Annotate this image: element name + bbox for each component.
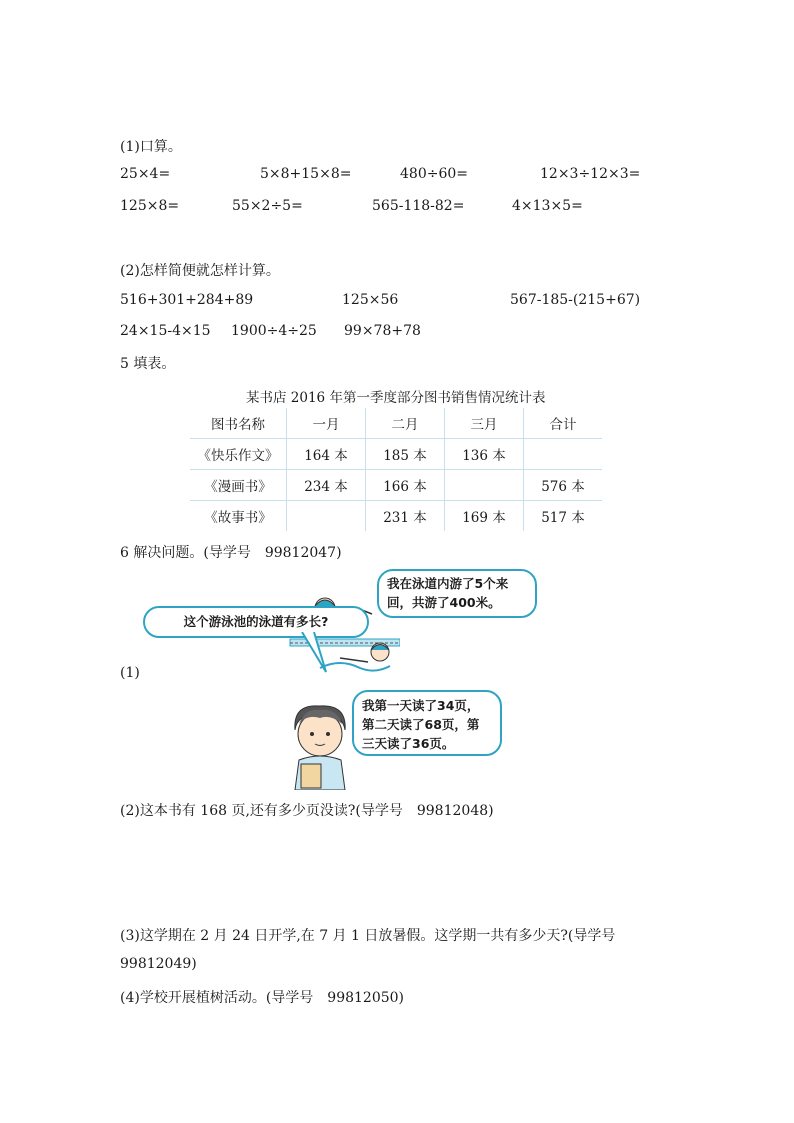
table-cell: 231 本 <box>366 501 445 532</box>
q1-expr: 55×2÷5= <box>232 198 303 214</box>
table-title: 某书店 2016 年第一季度部分图书销售情况统计表 <box>246 390 546 406</box>
q1-expr: 25×4= <box>120 166 171 182</box>
table-cell: 517 本 <box>541 510 585 526</box>
table-cell: 185 本 <box>366 439 445 470</box>
reading-boy-illustration <box>285 700 355 790</box>
q2-expr: 1900÷4÷25 <box>231 323 317 339</box>
column-header: 图书名称 <box>190 408 287 439</box>
q1-heading: (1)口算。 <box>120 139 182 155</box>
q1-expr: 480÷60= <box>400 166 468 182</box>
table-cell: 《故事书》 <box>190 501 287 532</box>
table-row <box>190 501 602 532</box>
section5-heading: 5 填表。 <box>120 356 176 372</box>
reading-bubble <box>352 690 502 756</box>
column-header: 合计 <box>524 408 603 439</box>
reading-line: 我第一天读了34页， <box>362 698 480 713</box>
section6-heading: 6 解决问题。(导学号 99812047) <box>120 545 342 561</box>
q1-expr: 565-118-82= <box>372 198 465 214</box>
problem-4: (4)学校开展植树活动。(导学号 99812050) <box>120 990 405 1006</box>
swim-answer-line: 回，共游了400米。 <box>387 595 501 610</box>
q2-expr: 125×56 <box>342 292 399 308</box>
problem-3-line-2: 99812049) <box>120 956 197 972</box>
column-header: 一月 <box>287 408 366 439</box>
problem-3-line-1: (3)这学期在 2 月 24 日开学,在 7 月 1 日放暑假。这学期一共有多少天?(导学号 <box>120 928 616 944</box>
q1-expr: 125×8= <box>120 198 180 214</box>
reading-line: 第二天读了68页，第 <box>362 717 480 732</box>
table-header-row <box>190 408 602 439</box>
q2-expr: 24×15-4×15 <box>120 323 211 339</box>
table-row <box>190 470 602 501</box>
problem-1-label: (1) <box>120 665 140 681</box>
q2-heading: (2)怎样简便就怎样计算。 <box>120 263 280 279</box>
table-cell-blank[interactable] <box>524 439 603 470</box>
swim-question-bubble <box>143 606 369 638</box>
table-cell: 169 本 <box>445 501 524 532</box>
table-cell: 136 本 <box>445 439 524 470</box>
table-cell: 《漫画书》 <box>190 470 287 501</box>
bubble-tail <box>300 632 330 674</box>
q1-expr: 12×3÷12×3= <box>540 166 641 182</box>
swim-answer-bubble <box>377 569 537 618</box>
table-cell: 576 本 <box>524 470 603 501</box>
q1-expr: 5×8+15×8= <box>260 166 352 182</box>
table-cell: 《快乐作文》 <box>190 439 287 470</box>
reading-line: 三天读了36页。 <box>362 736 455 751</box>
q2-expr: 567-185-(215+67) <box>510 292 641 308</box>
table-row <box>190 439 602 470</box>
swim-question-text: 这个游泳池的泳道有多长? <box>183 614 329 629</box>
sales-table <box>190 408 602 531</box>
column-header: 二月 <box>366 408 445 439</box>
table-cell: 234 本 <box>287 470 366 501</box>
q2-expr: 99×78+78 <box>344 323 421 339</box>
q2-expr: 516+301+284+89 <box>120 292 254 308</box>
table-cell: 164 本 <box>287 439 366 470</box>
table-cell: 166 本 <box>366 470 445 501</box>
swim-answer-line: 我在泳道内游了5个来 <box>387 576 509 591</box>
table-cell-blank[interactable] <box>287 501 366 532</box>
q1-expr: 4×13×5= <box>512 198 583 214</box>
table-cell-blank[interactable] <box>445 470 524 501</box>
problem-2: (2)这本书有 168 页,还有多少页没读?(导学号 99812048) <box>120 803 494 819</box>
column-header: 三月 <box>445 408 524 439</box>
